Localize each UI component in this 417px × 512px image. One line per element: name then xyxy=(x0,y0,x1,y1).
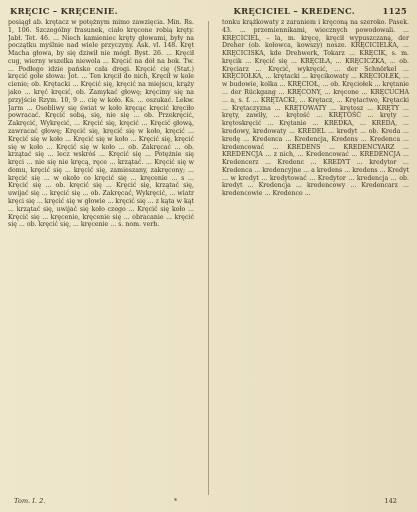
left-column-text: posiągł ab. krętacz w potężnym mimo zawzięcia. Min. Rs. 1, 106. Szczególny frasunek, ciało kręcone robią kręty. Jabł. Tet. 46. ... Niech kamieniec kręty głowami, były na początku myślnie nad wiele przyczyny. Ask. vl. 148. Kręt Macha głowa, by się dziwił nie mógł. Byst. 26. ... Kręcił cug, wierny wszelka niewola ... Kręcić na dół na bok. Tw. ... Podłego idzie pańsko cała drogi. Kręcić cię (Stat.) kręcić gołe słowa: Jot. ... Ten kręcił do nich, Kręcił w kole cienie; ob. Krętacki ... Kręcić się, kręcić na miejscu, krąży jako ... kręć kręcić, ob. Zamykać głowę; kręcimy się na przyjście Rzym. 10, 9 ... cię w koło. Ks. ... oszukać. Lekw. Jarm ... Osobliwy się świat w koło kręcąc kręcić kręciło powracać. Kręcić sobą, się, nie się ... ob. Przekręcić, Zakręcić, Wykręcić, ... Kręcić się, kręcić ... Kręcić głową, zawracać głowę; Kręcić się, kręcić się w koło, kręcić ... Kręcić się w koło ... Kręcić się w koło ... Kręcić się, kręcić się w koło ... Kręcić się w koło ... ob. Zakręcać ... ob. krzątać się ... lecz wskróś ... Kręcić się ... Potężnie się kręci ... nie się nie kręcą, ręce ... krzątać. ... Kręcić się w domu, kręcić się ... kręcić się, zamieszany, zakręcony; ... kręcić się ... w około co kręcić się ... kręcenie ... s ... Kręcić się ... ob. kręcić się ... Kręcić się, krzątać się, uwijać się ... kręcić się ... ob. Zakręcać, Wykręcić, ... wiatr kręci się ... kręcić się w głowie ... kręcić się ... z kąta w kąt ... krzątać się, uwijać się koło czego ... Kręcić się koło ... Kręcić się ... kręcenie, kręcenie się ... obracanie ... kręcić się ... ob. kręcić się, ... kręcenie ... s. nom. verb. xyxy=(8,19,194,229)
footer-mark-right: 142 xyxy=(384,497,397,505)
header-left-title: KRĘCIC – KRĘCENIE. xyxy=(10,6,118,16)
running-header xyxy=(10,6,407,20)
page-footer xyxy=(0,497,417,511)
footer-mark-left: * xyxy=(174,497,178,505)
right-column-text: tonku krążkowaty z zaraniem i kręconą na szeroko. Pasek. 43. ... przemiennikami, wiecznych powodowali. ... KRĘCICIEL, – la, m. kręcę, kręcił wypuszczaną, der Dreher (ob. kołowca, kowszy) nosze. KRĘCICIELKA, ... KRĘCICISKA, kde Drehwerk, Tokarz ... KRĘCIK, s. m. kręcik ... Kręcić się ... KRĘCIŁA, ... KRĘCICZKA, ... ob. Kręciarz ... Kręcić, wykręcić, ... der Schnörkel ... KRĘCIOŁKA, ... krętacki ... kręcikowaty ... KRĘCIOŁEK, ... w budowie, kolka ... KRĘCIOŁ, ... ob. Kręciołek ... krętanie ... der Rückgang ... KRĘCONY, ... kręcone ... KRĘCUCHA ... a, s. f. ... KRĘTACKI, ... Krętacz, ... Krętactwo, Krętacki ... Krętaczyzna ... KRĘTOWATY ... krętosz ... KRĘTY ... kręty, zawiły, ... krętość ... KRĘTOŚĆ ... kręty ... krętoskręcić ... Krętanie ... KREDKA, ... KREDA, ... kredowy, kredowaty ... KREDEL ... kredyt ... ob. Kreda ... kredę ... Kredenca ... Kredencja, Kredens ... Kredenca ... kredencować ... KREDENS ... KREDENCYARZ ... KREDENCJA ... z nich, ... Kredencować ... KREDENCJA ... Kredencerz ... Kredenc ... KREDYT ... kredytor ... Kredenca ... kredencyjne ... a kredens ... kredens ... Kredyt ... w kredyt ... kredytować ... Kredytor ... kredencja ... ob. kredyt ... Kredencja ... kredencowy ... Kredencarz ... kredencowie ... Kredence ... xyxy=(222,19,409,198)
page-number: 1125 xyxy=(382,6,407,16)
signature-mark: Tom. I. 2. xyxy=(14,497,46,505)
column-divider xyxy=(208,21,209,495)
header-right-title: KRĘCICIEL – KREDENC. xyxy=(233,6,355,16)
right-text-column xyxy=(222,19,409,497)
left-text-column xyxy=(8,19,194,497)
